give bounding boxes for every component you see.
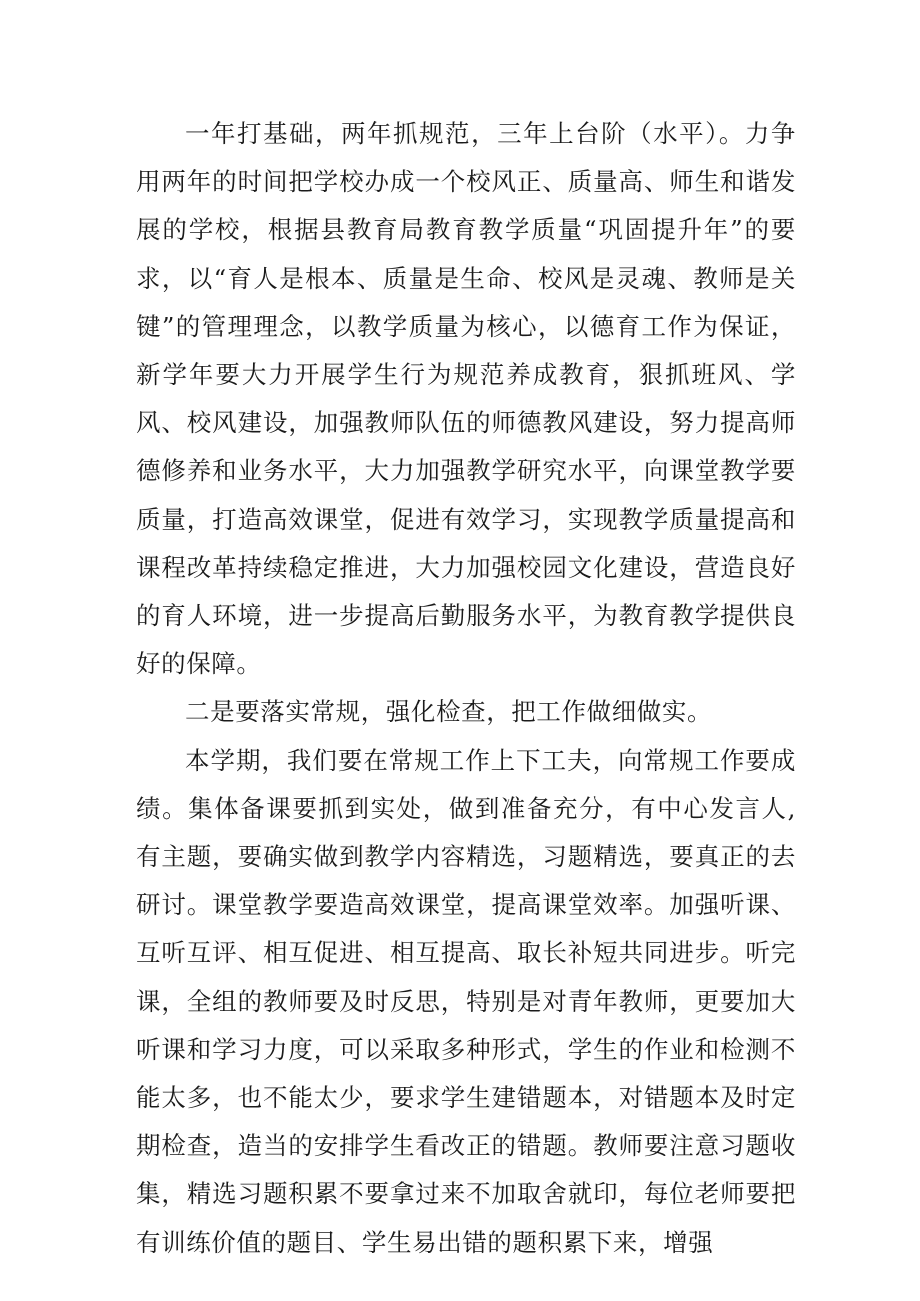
paragraph-routine-work: 本学期，我们要在常规工作上下工夫，向常规工作要成绩。集体备课要抓到实处，做到准备充分，有中心发言人,有主题，要确实做到教学内容精选，习题精选，要真正的去研讨。课堂教学要造高效课堂，提高课堂效率。加强听课、互听互评、相互促进、相互提高、取长补短共同进步。听完课，全组的教师要及时反思，特别是对青年教师，更要加大听课和学习力度，可以采取多种形式，学生的作业和检测不能太多，也不能太少，要求学生建错题本，对错题本及时定期检查，造当的安排学生看改正的错题。教师要注意习题收集，精选习题积累不要拿过来不加取舍就印，每位老师要把有训练价值的题目、学生易出错的题积累下来，增强 [136,745,796,1257]
paragraph-routine-heading: 二是要落实常规，强化检查，把工作做细做实。 [185,697,713,727]
document-body [136,110,796,1267]
paragraph-school-goals: 一年打基础，两年抓规范，三年上台阶（水平）。力争用两年的时间把学校办成一个校风正、质量高、师生和谐发展的学校，根据县教育局教育教学质量“巩固提升年”的要求，以“育人是根本、质量是生命、校风是灵魂、教师是关键”的管理理念，以教学质量为核心，以德育工作为保证，新学年要大力开展学生行为规范养成教育，狠抓班风、学风、校风建设，加强教师队伍的师德教风建设，努力提高师德修养和业务水平，大力加强教学研究水平，向课堂教学要质量，打造高效课堂，促进有效学习，实现教学质量提高和课程改革持续稳定推进，大力加强校园文化建设，营造良好的育人环境，进一步提高后勤服务水平，为教育教学提供良好的保障。 [136,119,796,679]
